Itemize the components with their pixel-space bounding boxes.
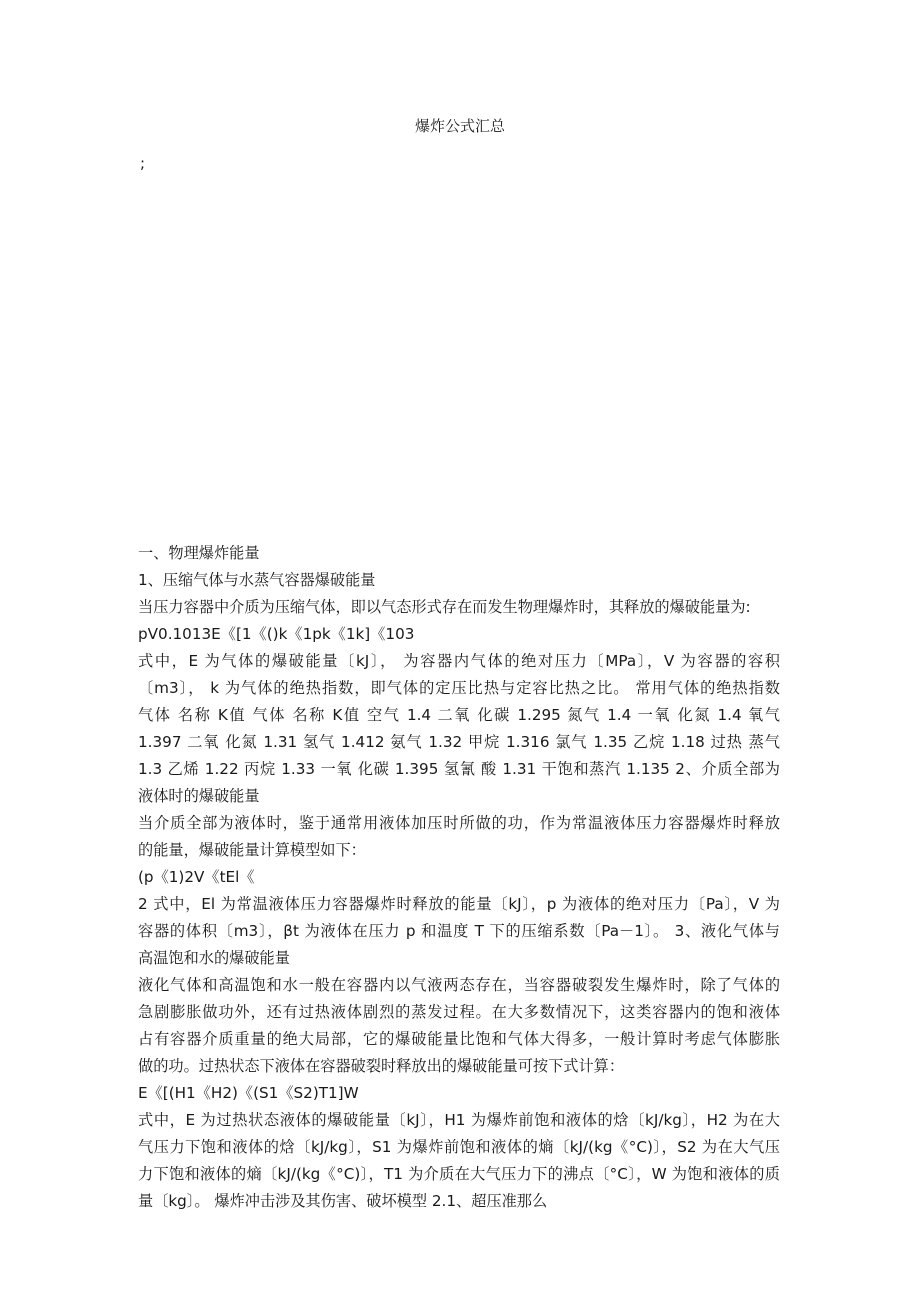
- paragraph-line: 式中，E 为过热状态液体的爆破能量〔kJ〕，H1 为爆炸前饱和液体的焓〔kJ/kg〕，H2 为在大: [138, 1111, 780, 1129]
- paragraph-line: 急剧膨胀做功外，还有过热液体剧烈的蒸发过程。在大多数情况下，这类容器内的饱和液体: [138, 1003, 780, 1021]
- paragraph-line: 1.3 乙烯 1.22 丙烷 1.33 一氧 化碳 1.395 氢氰 酸 1.31 干饱和蒸汽 1.135 2、介质全部为: [138, 760, 780, 778]
- paragraph-line: 占有容器介质重量的绝大局部，它的爆破能量比饱和气体大得多，一般计算时考虑气体膨胀: [138, 1030, 780, 1048]
- paragraph-line: 高温饱和水的爆破能量: [138, 949, 290, 967]
- paragraph-line: 气体 名称 K值 气体 名称 K值 空气 1.4 二氧 化碳 1.295 氮气 1.4 一氧 化氮 1.4 氧气: [138, 706, 780, 724]
- stray-semicolon: ;: [140, 154, 146, 172]
- paragraph-line: 液化气体和高温饱和水一般在容器内以气液两态存在，当容器破裂发生爆炸时，除了气体的: [138, 976, 780, 994]
- document-body: [138, 540, 780, 1215]
- paragraph-line: 2 式中，El 为常温液体压力容器爆炸时释放的能量〔kJ〕，p 为液体的绝对压力〔Pa〕，V 为: [138, 895, 780, 913]
- paragraph-line: 式中，E 为气体的爆破能量〔kJ〕， 为容器内气体的绝对压力〔MPa〕，V 为容器的容积: [138, 652, 780, 670]
- paragraph-line: 当介质全部为液体时，鉴于通常用液体加压时所做的功，作为常温液体压力容器爆炸时释放: [138, 814, 780, 832]
- subsection-heading: 1、压缩气体与水蒸气容器爆破能量: [138, 571, 376, 589]
- paragraph-line: 容器的体积〔m3〕，βt 为液体在压力 p 和温度 T 下的压缩系数〔Pa－1〕。 3、液化气体与: [138, 922, 780, 940]
- paragraph-line: 力下饱和液体的熵〔kJ/(kg《°C)〕，T1 为介质在大气压力下的沸点〔°C〕，W 为饱和液体的质: [138, 1165, 780, 1183]
- paragraph-line: 液体时的爆破能量: [138, 787, 260, 805]
- section-heading: 一、物理爆炸能量: [138, 544, 260, 562]
- document-title: 爆炸公式汇总: [414, 117, 505, 135]
- formula-line: (p《1)2V《tEl《: [138, 868, 255, 886]
- paragraph-line: 做的功。过热状态下液体在容器破裂时释放出的爆破能量可按下式计算：: [138, 1057, 624, 1075]
- paragraph-line: 的能量，爆破能量计算模型如下：: [138, 841, 366, 859]
- formula-line: E《[(H1《H2)《(S1《S2)T1]W: [138, 1084, 359, 1102]
- paragraph-line: 量〔kg〕。 爆炸冲击涉及其伤害、破坏模型 2.1、超压准那么: [138, 1192, 548, 1210]
- paragraph-line: 气压力下饱和液体的焓〔kJ/kg〕，S1 为爆炸前饱和液体的熵〔kJ/(kg《°C)〕，S2 为在大气压: [138, 1138, 780, 1156]
- paragraph-line: 1.397 二氧 化氮 1.31 氢气 1.412 氨气 1.32 甲烷 1.316 氯气 1.35 乙烷 1.18 过热 蒸气: [138, 733, 780, 751]
- paragraph-line: 当压力容器中介质为压缩气体，即以气态形式存在而发生物理爆炸时，其释放的爆破能量为:: [138, 598, 751, 616]
- paragraph-line: 〔m3〕， k 为气体的绝热指数，即气体的定压比热与定容比热之比。 常用气体的绝热指数: [138, 679, 780, 697]
- formula-line: pV0.1013E《[1《()k《1pk《1k]《103: [138, 625, 415, 643]
